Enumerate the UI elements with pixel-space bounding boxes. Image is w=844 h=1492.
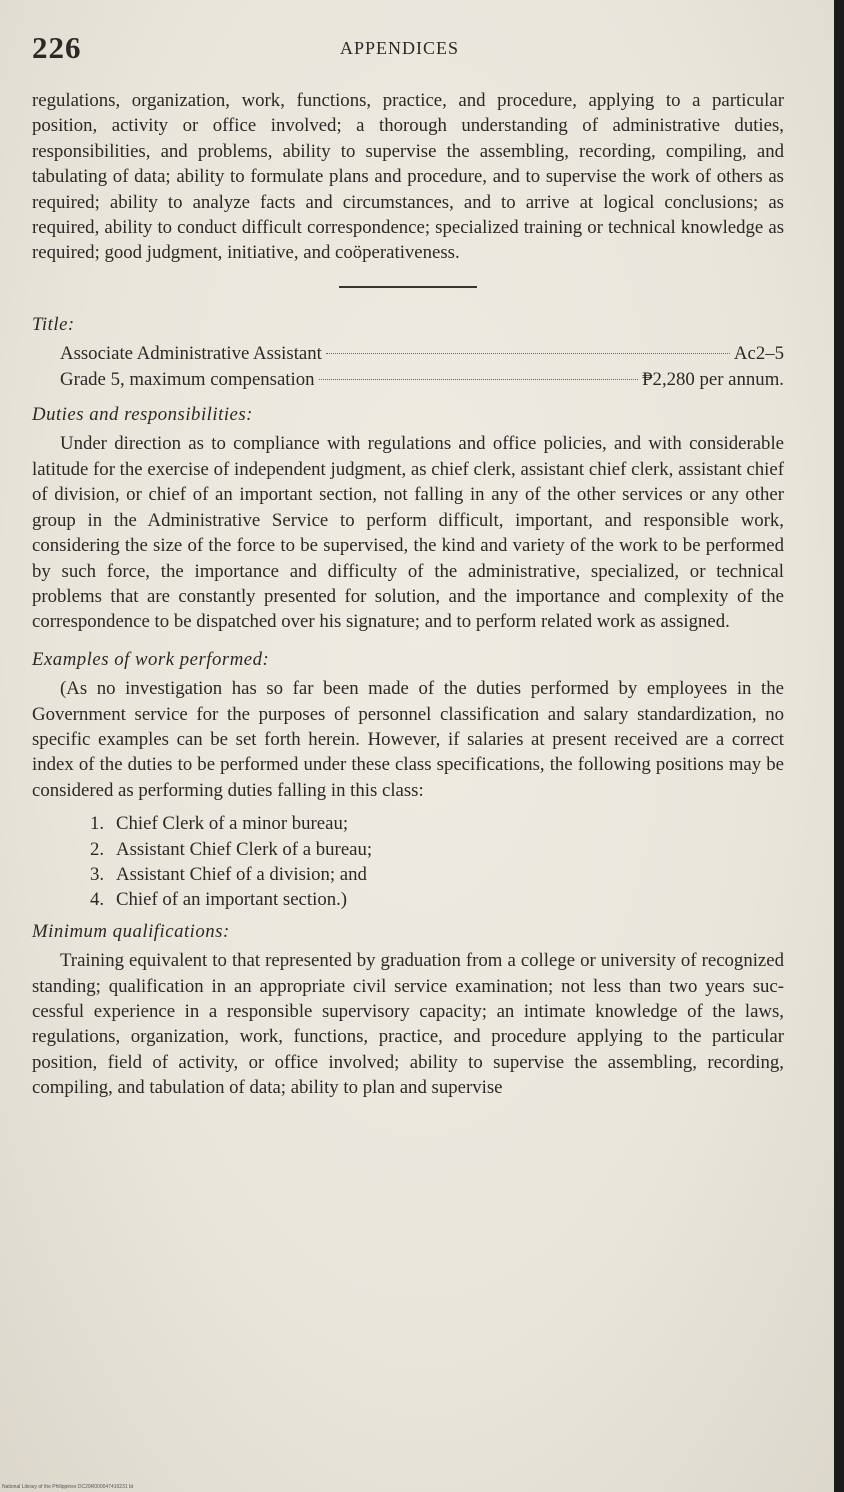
leader-dots — [319, 379, 639, 380]
duties-heading: Duties and responsibilities: — [32, 404, 253, 426]
compensation: ₱2,280 per annum. — [642, 368, 784, 390]
title-heading: Title: — [32, 313, 75, 335]
leader-dots — [326, 353, 730, 354]
list-item-text: Assistant Chief Clerk of a bureau; — [116, 838, 373, 860]
page-content — [32, 88, 784, 1101]
list-item — [90, 887, 784, 912]
qualifications-paragraph: Training equivalent to that represented by graduation from a college or university of recognized standing; qualification in an appropriate civil service examination; not less than two years successful experience in a responsible supervisory capacity; an intimate knowledge of the laws, regulations, organization, work, functions, practice, and procedure applying to the particular position, field of activity, or office involved; ability to supervise the assembling, recording, compiling, and tabulation of data; ability to plan and supervise — [32, 950, 784, 1099]
position-code: Ac2–5 — [733, 343, 784, 365]
running-head: APPENDICES — [340, 38, 460, 58]
page-header — [32, 30, 792, 70]
list-item — [90, 811, 784, 836]
page-number: 226 — [32, 30, 82, 65]
list-item — [90, 862, 784, 887]
list-item-number: 4. — [90, 889, 105, 911]
list-item-number: 2. — [90, 838, 105, 860]
examples-heading: Examples of work performed: — [32, 648, 270, 670]
examples-list — [90, 811, 784, 913]
duties-paragraph: Under direction as to compliance with regulations and office policies, and with considerable latitude for the exercise of independent judgment, as chief clerk, assistant chief clerk, assistant chief of division, or chief of an important section, not falling in any of the other services or any other group in the Administrative Service to perform difficult, important, and responsible work, considering the size of the force to be supervised, the kind and variety of the work to be performed by such force, the importance and difficulty of the administrative, specialized, or technical problems that are constantly presented for solution, and the importance and complexity of the correspondence to be dispatched over his signature; and to perform related work as assigned. — [32, 433, 784, 633]
section-divider — [339, 286, 477, 288]
examples-paragraph: (As no investigation has so far been made of the duties performed by employees in the Government service for the purposes of personnel classification and salary standardization, no specific examples can be set forth herein. However, if salaries at present received are a correct index of the duties to be performed under these class specifications, the following positions may be considered as performing duties falling in this class: — [32, 678, 784, 801]
list-item-number: 1. — [90, 813, 105, 835]
scan-footer: National Library of the Philippines DC29R000047410231 bt — [2, 1484, 134, 1490]
grade-line — [60, 367, 784, 392]
list-item — [90, 837, 784, 862]
grade-label: Grade 5, maximum compensation — [60, 368, 315, 390]
list-item-number: 3. — [90, 863, 105, 885]
list-item-text: Assistant Chief of a division; and — [116, 863, 367, 885]
list-item-text: Chief Clerk of a minor bureau; — [116, 813, 349, 835]
intro-paragraph: regulations, organization, work, functions, practice, and procedure, applying to a particular position, activity or office involved; a thorough understanding of administrative duties, responsibilities, and problems, ability to supervise the assembling, recording, compiling, and tabulating of data; ability to formulate plans and procedure, and to supervise the work of others as required; ability to analyze facts and circumstances, and to arrive at logical conclusions; as required, ability to conduct difficult correspondence; specialized training or technical knowledge as required; good judgment, initiative, and coöperativeness. — [32, 90, 784, 264]
list-item-text: Chief of an important section.) — [116, 889, 348, 911]
position-name: Associate Administrative Assistant — [60, 343, 322, 365]
scan-edge — [834, 0, 844, 1492]
position-title-line — [60, 341, 784, 366]
qualifications-heading: Minimum qualifications: — [32, 920, 230, 942]
